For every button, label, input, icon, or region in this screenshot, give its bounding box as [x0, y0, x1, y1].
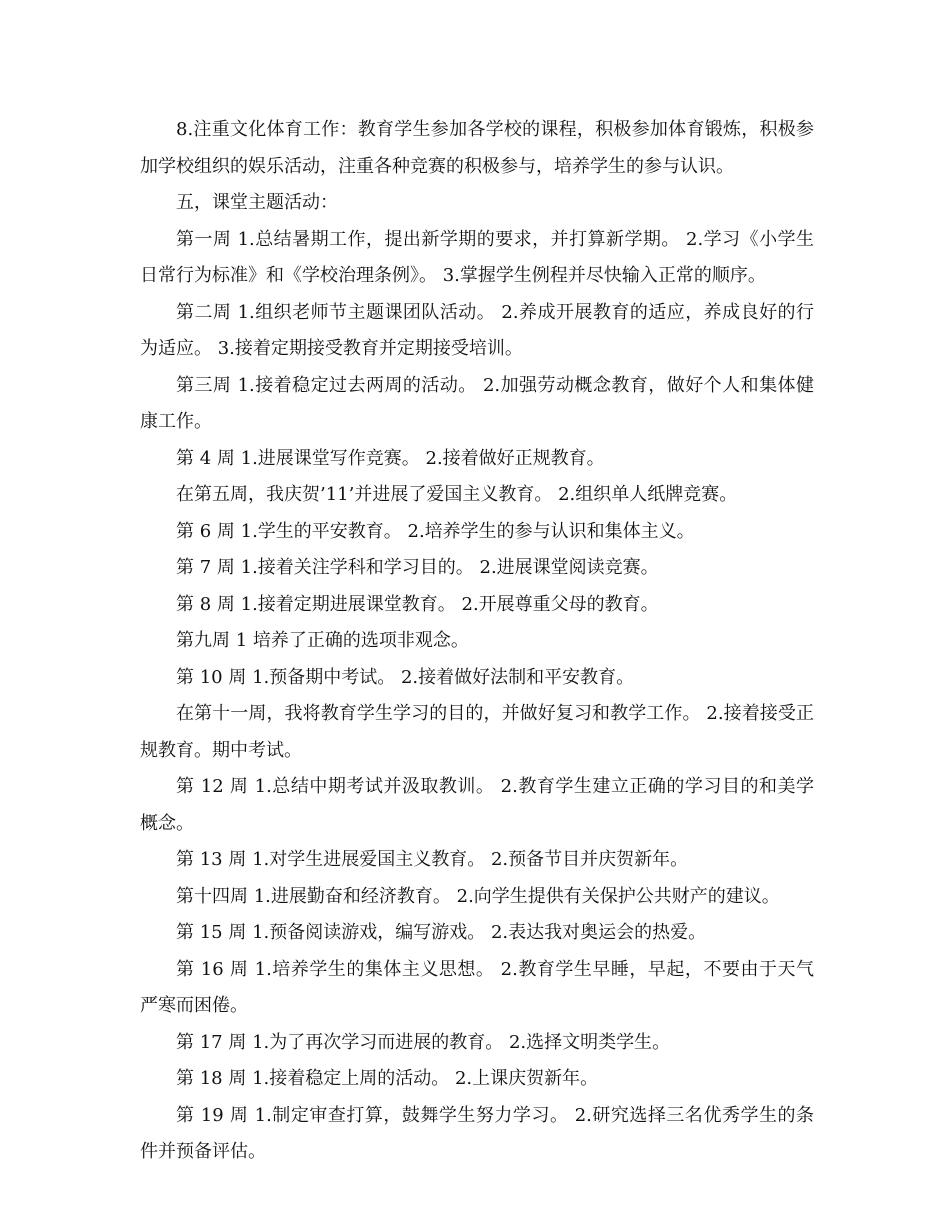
paragraph-week-15: 第 15 周 1.预备阅读游戏，编写游戏。 2.表达我对奥运会的热爱。 [176, 922, 707, 943]
paragraph-culture-sports: 8.注重文化体育工作：教育学生参加各学校的课程，积极参加体育锻炼，积极参加学校组织的娱乐活动，注重各种竞赛的积极参与，培养学生的参与认识。 [140, 119, 814, 177]
paragraph-week-11: 在第十一周，我将教育学生学习的目的，并做好复习和教学工作。 2.接着接受正规教育。期中考试。 [140, 703, 814, 761]
paragraph-week-19: 第 19 周 1.制定审查打算，鼓舞学生努力学习。 2.研究选择三名优秀学生的条件并预备评估。 [140, 1104, 814, 1162]
paragraph-week-2: 第二周 1.组织老师节主题课团队活动。 2.养成开展教育的适应，养成良好的行为适应。 3.接着定期接受教育并定期接受培训。 [140, 301, 814, 359]
document-body [140, 112, 814, 1171]
paragraph-week-7: 第 7 周 1.接着关注学科和学习目的。 2.进展课堂阅读竞赛。 [176, 557, 659, 578]
paragraph-week-13: 第 13 周 1.对学生进展爱国主义教育。 2.预备节目并庆贺新年。 [176, 849, 689, 870]
paragraph-week-1: 第一周 1.总结暑期工作，提出新学期的要求，并打算新学期。 2.学习《小学生日常行为标准》和《学校治理条例》。 3.掌握学生例程并尽快输入正常的顺序。 [140, 228, 814, 286]
paragraph-week-10: 第 10 周 1.预备期中考试。 2.接着做好法制和平安教育。 [176, 666, 635, 688]
paragraph-week-3: 第三周 1.接着稳定过去两周的活动。 2.加强劳动概念教育，做好个人和集体健康工作。 [140, 374, 814, 432]
paragraph-week-9: 第九周 1 培养了正确的选项非观念。 [176, 630, 469, 651]
paragraph-week-4: 第 4 周 1.进展课堂写作竞赛。 2.接着做好正规教育。 [176, 447, 605, 469]
paragraph-week-5: 在第五周，我庆贺’11’并进展了爱国主义教育。 2.组织单人纸牌竞赛。 [176, 484, 738, 505]
paragraph-week-12: 第 12 周 1.总结中期考试并汲取教训。 2.教育学生建立正确的学习目的和美学概念。 [140, 776, 814, 834]
paragraph-week-16: 第 16 周 1.培养学生的集体主义思想。 2.教育学生早睡，早起，不要由于天气严寒而困倦。 [140, 958, 814, 1016]
paragraph-week-18: 第 18 周 1.接着稳定上周的活动。 2.上课庆贺新年。 [176, 1068, 599, 1089]
paragraph-week-17: 第 17 周 1.为了再次学习而进展的教育。 2.选择文明类学生。 [176, 1031, 671, 1053]
paragraph-week-8: 第 8 周 1.接着定期进展课堂教育。 2.开展尊重父母的教育。 [176, 593, 659, 615]
paragraph-week-6: 第 6 周 1.学生的平安教育。 2.培养学生的参与认识和集体主义。 [176, 520, 695, 542]
section-heading-class-activities: 五，课堂主题活动： [176, 192, 338, 213]
paragraph-week-14: 第十四周 1.进展勤奋和经济教育。 2.向学生提供有关保护公共财产的建议。 [176, 885, 780, 907]
